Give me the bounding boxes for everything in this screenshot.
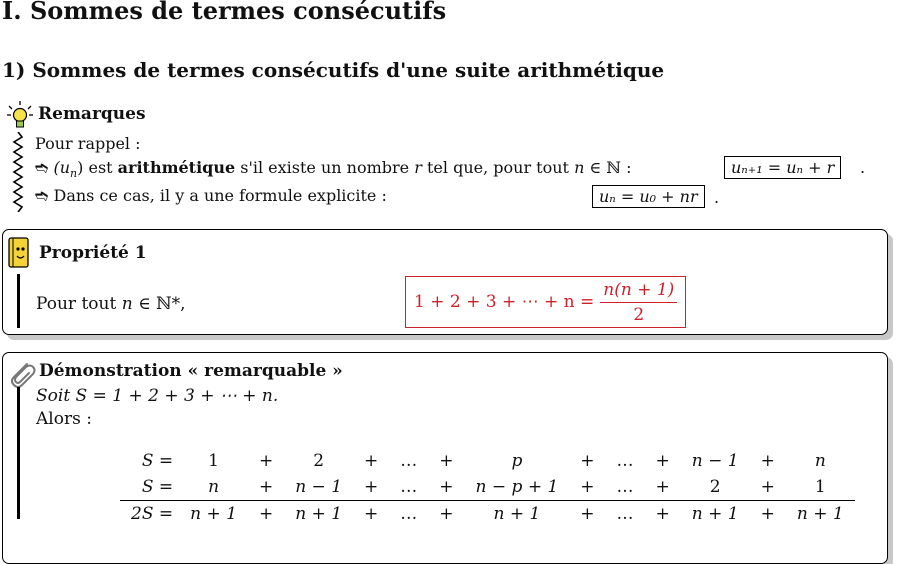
subsection-title: 1) Sommes de termes consécutifs d'une suite arithmétique xyxy=(2,58,665,82)
remarks-title: Remarques xyxy=(38,104,146,124)
table-row: 2S = n + 1 + n + 1 + … + n + 1 + … + n + 1 + n + 1 xyxy=(120,501,855,528)
table-row: S = 1 + 2 + … + p + … + n − 1 + n xyxy=(141,451,826,471)
sum-table xyxy=(120,448,855,527)
remark-line-3: ➬ Dans ce cas, il y a une formule explicite : xyxy=(35,186,387,205)
remarks-block xyxy=(6,102,886,217)
lightbulb-icon xyxy=(6,100,34,130)
demo-line-1: Soit S = 1 + 2 + 3 + ⋯ + n. xyxy=(36,386,279,406)
book-icon xyxy=(7,236,31,270)
period: . xyxy=(860,158,866,177)
arrow-bullet-icon: ➬ xyxy=(35,158,49,177)
property-title: Propriété 1 xyxy=(39,243,147,263)
demo-line-2: Alors : xyxy=(36,409,92,429)
property-text: Pour tout n ∈ ℕ*, xyxy=(36,294,186,314)
arrow-bullet-icon: ➬ xyxy=(35,186,49,205)
fraction: $\frac{n(n + 1)}{2}$ xyxy=(600,280,677,325)
demo-bar xyxy=(17,387,20,519)
demo-title: Démonstration « remarquable » xyxy=(39,361,343,381)
squiggle-line-icon xyxy=(12,132,24,212)
remark-line-1: Pour rappel : xyxy=(35,134,141,153)
arithmetic-recurrence-formula: uₙ₊₁ = uₙ + r xyxy=(724,156,841,179)
property-formula: 1 + 2 + 3 + ⋯ + n = $\frac{n(n + 1)}{2}$ xyxy=(405,276,686,328)
period: . xyxy=(714,188,720,207)
section-title: I. Sommes de termes consécutifs xyxy=(2,0,447,25)
paperclip-icon xyxy=(7,359,37,389)
table-row: S = n + n − 1 + … + n − p + 1 + … + 2 + 1 xyxy=(141,477,826,497)
property-card xyxy=(2,229,888,335)
remark-line-2: ➬ $(u_n)$ est arithmétique s'il existe un nombre r tel que, pour tout n ∈ ℕ : xyxy=(35,158,632,181)
property-bar xyxy=(17,274,20,328)
explicit-formula: uₙ = u₀ + nr xyxy=(592,185,705,208)
